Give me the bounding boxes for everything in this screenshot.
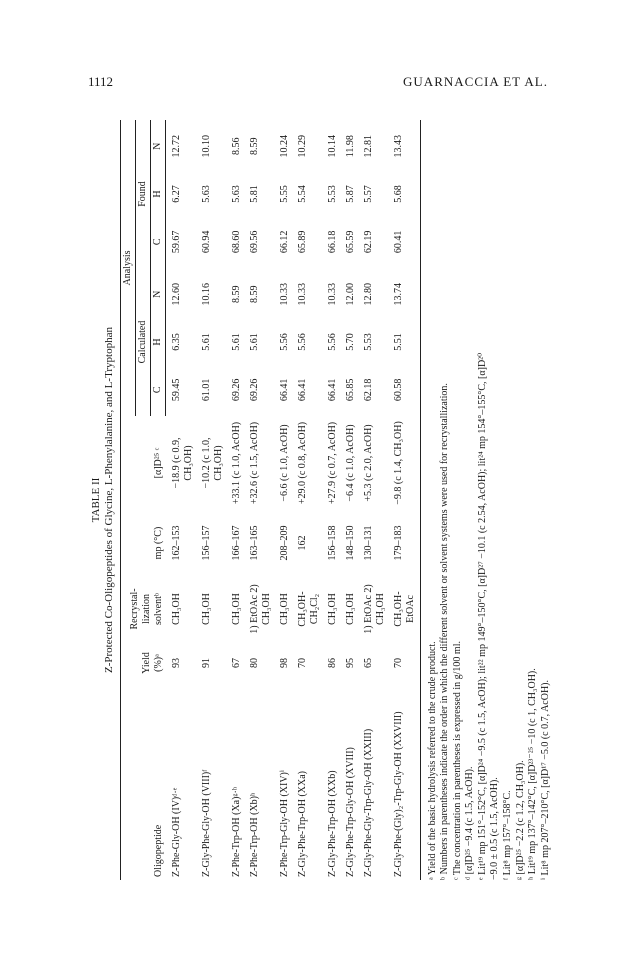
table-row: [274, 120, 292, 880]
cell-yield: 67: [230, 658, 242, 668]
col-analysis: Analysis: [121, 120, 136, 416]
footnote: ʰ Lit¹⁹ mp 137°–142°C, [α]D²³⁻²⁵ −10 (c 1, CH₃OH).: [527, 668, 539, 880]
cell-found-n: 10.24: [278, 134, 290, 158]
cell-rotation: −6.6 (c 1.0, AcOH): [278, 424, 290, 502]
cell-rotation: +5.3 (c 2.0, AcOH): [362, 424, 374, 502]
cell-mp: 163–165: [248, 525, 260, 561]
cell-mp: 162–153: [170, 525, 182, 561]
cell-found-n: 8.56: [230, 137, 242, 155]
running-head: [88, 74, 548, 94]
cell-yield: 65: [362, 658, 374, 668]
cell-calc-n: 12.60: [171, 282, 182, 306]
table-subtitle: Z-Protected Co-Oligopeptides of Glycine, L-Phenylalanine, and L-Tryptophan: [103, 326, 115, 674]
cell-yield: 70: [388, 642, 421, 684]
footnote: ⁱ Lit⁸ mp 207°–210°C, [α]D¹⁷ −5.0 (c 0.7, AcOH).: [539, 679, 551, 880]
running-authors: GUARNACCIA ET AL.: [403, 74, 548, 89]
col-yield: Yield (%)ᵃ: [121, 642, 166, 684]
cell-found-c: 59.67: [171, 230, 182, 254]
col-mp: mp (°C): [121, 510, 166, 576]
cell-calc-n: 8.59: [248, 285, 260, 303]
cell-calc-c: 69.26: [248, 378, 260, 402]
cell-oligopeptide: Z-Phe-Trp-OH (Xa)ᵍ·ʰ: [230, 787, 242, 877]
cell-yield: 70: [296, 658, 308, 668]
cell-rotation: +32.6 (c 1.5, AcOH): [248, 421, 260, 505]
cell-solvent: CH₃OH-CH₂Cl₂: [296, 591, 320, 627]
footnote: ᵈ [α]D²⁵ −9.4 (c 1.5, AcOH).: [464, 766, 476, 880]
cell-solvent: CH₃OH: [278, 593, 290, 625]
cell-oligopeptide: Z-Phe-Trp-OH (Xb)ʰ: [248, 792, 260, 877]
cell-calc-h: 5.56: [278, 333, 290, 351]
footnote: ᶠ Lit⁸ mp 157°–158°C.: [502, 790, 514, 880]
col-calc-n: N: [151, 268, 166, 320]
cell-calc-n: 10.33: [296, 282, 308, 306]
cell-rotation: −10.2 (c 1.0, CH₃OH): [200, 437, 224, 489]
cell-oligopeptide: Z-Gly-Phe-(Gly)₂-Trp-Gly-OH (XXVIII): [388, 684, 421, 880]
cell-found-c: 65.59: [344, 230, 356, 254]
cell-oligopeptide: Z-Gly-Phe-Trp-OH (XXb): [326, 770, 338, 877]
col-recryst: Recrystal-lization solventᵇ: [121, 576, 166, 642]
cell-found-c: 65.89: [296, 230, 308, 254]
col-calc-h: H: [151, 320, 166, 363]
table-row: [322, 120, 340, 880]
cell-calc-h: 5.61: [230, 333, 242, 351]
cell-found-c: 60.41: [388, 216, 421, 268]
cell-solvent: CH₃OH: [326, 593, 338, 625]
col-found-c: C: [151, 216, 166, 268]
cell-found-h: 5.81: [248, 185, 260, 203]
cell-calc-n: 8.59: [230, 285, 242, 303]
cell-rotation: −9.8 (c 1.4, CH₃OH): [388, 416, 421, 510]
cell-calc-n: 12.00: [344, 282, 356, 306]
cell-calc-h: 5.51: [388, 320, 421, 363]
cell-found-n: 8.59: [248, 137, 260, 155]
table-title: TABLE II: [90, 477, 102, 523]
cell-calc-c: 59.45: [171, 378, 182, 402]
cell-found-h: 5.53: [326, 185, 338, 203]
table-row: [358, 120, 388, 880]
cell-oligopeptide: Z-Phe-Trp-Gly-OH (XIV)ⁱ: [278, 770, 290, 877]
cell-calc-c: 61.01: [200, 378, 212, 402]
rotated-table-block: [90, 120, 550, 880]
cell-found-c: 60.94: [200, 230, 212, 254]
cell-rotation: +29.0 (c 0.8, AcOH): [296, 421, 308, 505]
cell-mp: 208–209: [278, 525, 290, 561]
cell-calc-c: 66.41: [326, 378, 338, 402]
cell-oligopeptide: Z-Gly-Phe-Trp-OH (XXa): [296, 770, 308, 877]
cell-found-c: 66.18: [326, 230, 338, 254]
cell-found-c: 69.56: [248, 230, 260, 254]
col-found-h: H: [151, 172, 166, 215]
table-row: [196, 120, 226, 880]
cell-mp: 162: [296, 535, 308, 551]
cell-solvent: 1) EtOAc 2) CH₃OH: [248, 584, 272, 634]
cell-found-n: 10.14: [326, 134, 338, 158]
cell-oligopeptide: Z-Phe-Gly-OH (IV)ᵈ·ᵉ: [170, 787, 182, 877]
cell-oligopeptide: Z-Gly-Phe-Gly-OH (VIII)ᶠ: [200, 769, 212, 877]
col-oligopeptide: Oligopeptide: [121, 684, 166, 880]
cell-found-h: 5.57: [362, 185, 374, 203]
cell-calc-h: 5.56: [296, 333, 308, 351]
footnote: −9.0 ± 0.5 (c 1.5, AcOH).: [489, 777, 501, 880]
footnote: ᵃ Yield of the basic hydrolysis referred to the crude product.: [426, 641, 438, 880]
cell-found-h: 5.54: [296, 185, 308, 203]
cell-found-n: 10.10: [200, 134, 212, 158]
page-number: 1112: [88, 74, 114, 89]
data-table: [120, 120, 421, 880]
cell-found-h: 5.68: [388, 172, 421, 215]
cell-rotation: −18.9 (c 0.9, CH₃OH): [170, 437, 194, 489]
cell-mp: 166–167: [230, 525, 242, 561]
cell-mp: 148–150: [344, 525, 356, 561]
cell-found-n: 12.72: [171, 134, 182, 158]
cell-found-n: 11.98: [344, 135, 356, 158]
cell-solvent: 1) EtOAc 2) CH₃OH: [362, 584, 386, 634]
cell-calc-n: 12.80: [362, 282, 374, 306]
cell-calc-c: 62.18: [362, 378, 374, 402]
cell-yield: 98: [278, 658, 290, 668]
table-row: [226, 120, 244, 880]
cell-calc-h: 5.70: [344, 333, 356, 351]
footnote: ᵉ Lit¹⁹ mp 151°–152°C, [α]D²⁴ −9.5 (c 1.5, AcOH); lit²² mp 149°–150°C, [α]D²⁷ −10.1 (c 2.54, AcOH); lit²⁴ mp 154°–155°C, [α]D²⁰: [476, 352, 488, 880]
cell-yield: 93: [170, 658, 182, 668]
cell-solvent: CH₃OH: [230, 593, 242, 625]
cell-rotation: +27.9 (c 0.7, AcOH): [326, 421, 338, 505]
cell-calc-n: 10.16: [200, 282, 212, 306]
footnote: ᵍ [α]D²⁵ −2.2 (c 1.2, CH₃OH).: [514, 760, 526, 880]
cell-mp: 179–183: [388, 510, 421, 576]
cell-found-h: 5.87: [344, 185, 356, 203]
cell-calc-h: 5.61: [200, 333, 212, 351]
cell-calc-n: 13.74: [388, 268, 421, 320]
col-found: Found: [136, 120, 151, 268]
cell-found-n: 13.43: [388, 120, 421, 172]
cell-yield: 91: [200, 658, 212, 668]
col-calc-c: C: [151, 364, 166, 416]
cell-calc-h: 5.53: [362, 333, 374, 351]
cell-rotation: −6.4 (c 1.0, AcOH): [344, 424, 356, 502]
footnote: ᵇ Numbers in parentheses indicate the order in which the different solvent or solvent systems were used for recrystallization.: [439, 383, 451, 880]
cell-calc-c: 65.85: [344, 378, 356, 402]
cell-found-c: 66.12: [278, 230, 290, 254]
cell-oligopeptide: Z-Gly-Phe-Gly-Trp-Gly-OH (XXIII): [362, 728, 374, 877]
cell-calc-n: 10.33: [278, 282, 290, 306]
table-row: [244, 120, 274, 880]
cell-yield: 80: [248, 658, 260, 668]
cell-calc-h: 5.56: [326, 333, 338, 351]
cell-rotation: +33.1 (c 1.0, AcOH): [230, 421, 242, 505]
cell-yield: 95: [344, 658, 356, 668]
cell-solvent: CH₃OH: [200, 593, 212, 625]
table-row: [340, 120, 358, 880]
cell-found-h: 5.55: [278, 185, 290, 203]
cell-found-h: 5.63: [200, 185, 212, 203]
cell-calc-h: 5.61: [248, 333, 260, 351]
cell-found-n: 10.29: [296, 134, 308, 158]
cell-calc-h: 6.35: [171, 333, 182, 351]
cell-found-h: 5.63: [230, 185, 242, 203]
cell-calc-c: 60.58: [388, 364, 421, 416]
table-row: [166, 120, 196, 880]
col-rotation: [α]D²⁵ ᶜ: [121, 416, 166, 510]
table-row: [292, 120, 322, 880]
cell-found-n: 12.81: [362, 134, 374, 158]
footnote: ᶜ The concentration in parentheses is expressed in g/100 ml.: [451, 641, 463, 880]
cell-calc-c: 69.26: [230, 378, 242, 402]
col-calculated: Calculated: [136, 268, 151, 416]
cell-calc-n: 10.33: [326, 282, 338, 306]
cell-oligopeptide: Z-Gly-Phe-Trp-Gly-OH (XVIII): [344, 747, 356, 877]
col-found-n: N: [151, 120, 166, 172]
cell-mp: 130–131: [362, 525, 374, 561]
cell-mp: 156–158: [326, 525, 338, 561]
cell-solvent: CH₃OH: [344, 593, 356, 625]
cell-found-h: 6.27: [171, 185, 182, 203]
cell-mp: 156–157: [200, 525, 212, 561]
cell-calc-c: 66.41: [296, 378, 308, 402]
table-row: [388, 120, 421, 880]
cell-yield: 86: [326, 658, 338, 668]
cell-solvent: CH₃OH: [170, 593, 182, 625]
footnotes: [427, 120, 553, 880]
cell-found-c: 68.60: [230, 230, 242, 254]
cell-solvent: CH₃OH-EtOAc: [388, 576, 421, 642]
cell-calc-c: 66.41: [278, 378, 290, 402]
cell-found-c: 62.19: [362, 230, 374, 254]
